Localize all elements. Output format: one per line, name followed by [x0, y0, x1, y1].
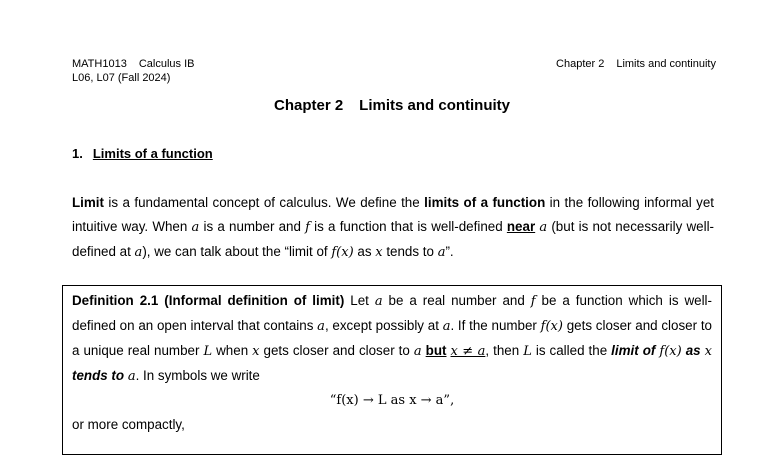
text: be a function which is well-defined on an open interval that contains [72, 293, 712, 333]
text: is a function that is well-defined [309, 219, 507, 234]
text: , then [485, 343, 524, 358]
definition-label: Definition 2.1 (Informal definition of limit) [72, 293, 345, 308]
chapter-name: Limits and continuity [359, 97, 511, 114]
definition-box [62, 285, 722, 455]
chapter-number: Chapter 2 [273, 97, 344, 114]
text: . If the number [450, 318, 541, 333]
header-right [556, 57, 716, 71]
header-left [72, 57, 194, 85]
math-L: L [203, 344, 213, 359]
math-fx: f(x) [540, 319, 563, 334]
math-a: a [317, 319, 325, 334]
text: (but is not necessarily well-defined at [72, 219, 715, 259]
math-a: a [413, 344, 422, 359]
definition-body [72, 289, 712, 389]
term-as: as [685, 343, 701, 358]
text: ), we can talk about the “limit of [142, 244, 332, 259]
math-f: f [530, 294, 536, 309]
course-sections: L06, L07 (Fall 2024) [72, 72, 171, 84]
math-f: f [305, 220, 310, 235]
math-x-ne-a: x ≠ a [450, 344, 486, 359]
text: is a number and [199, 219, 306, 234]
text: as [353, 244, 376, 259]
text: when [212, 343, 253, 358]
text: tends to [382, 244, 438, 259]
text: , except possibly at [324, 318, 443, 333]
definition-tail: or more compactly, [72, 417, 185, 432]
text: ”. [445, 244, 454, 259]
text: in the following informal yet intuitive way. When [72, 195, 714, 234]
text: gets closer and closer to [259, 343, 414, 358]
math-a: a [442, 319, 451, 334]
text: Let [344, 293, 375, 308]
math-fx: f(x) [659, 344, 682, 359]
section-number: 1. [72, 146, 83, 161]
term-but: but [425, 343, 447, 358]
section-heading [72, 146, 213, 161]
intro-paragraph [72, 191, 714, 265]
math-a: a [127, 369, 136, 384]
math-a: a [191, 220, 200, 235]
math-x: x [704, 344, 712, 359]
math-a: a [437, 245, 446, 260]
chapter-ref: Chapter 2 [556, 58, 605, 70]
text: gets closer and closer to a unique real number [72, 318, 712, 358]
term-limit-of: limit of [611, 343, 656, 358]
math-a: a [134, 245, 143, 260]
definition-formula: “f(x) → L as x → a”, [329, 393, 455, 408]
term-tends-to: tends to [72, 368, 125, 383]
math-x: x [252, 344, 260, 359]
text: is called the [531, 343, 612, 358]
text: be a real number and [382, 293, 531, 308]
course-name: Calculus IB [138, 58, 195, 70]
text: is a fundamental concept of calculus. We define the [104, 195, 425, 210]
section-title: Limits of a function [92, 146, 213, 161]
text: . In symbols we write [135, 368, 260, 383]
math-a: a [539, 220, 548, 235]
math-a: a [374, 294, 383, 309]
term-limits-of-function: limits of a function [424, 195, 546, 210]
math-L: L [523, 344, 532, 359]
math-fx: f(x) [331, 245, 354, 260]
term-near: near [506, 219, 536, 234]
chapter-ref-title: Limits and continuity [616, 58, 716, 70]
course-code: MATH1013 [72, 58, 127, 70]
math-x: x [375, 245, 383, 260]
term-limit: Limit [72, 195, 104, 210]
page-title [0, 97, 784, 114]
